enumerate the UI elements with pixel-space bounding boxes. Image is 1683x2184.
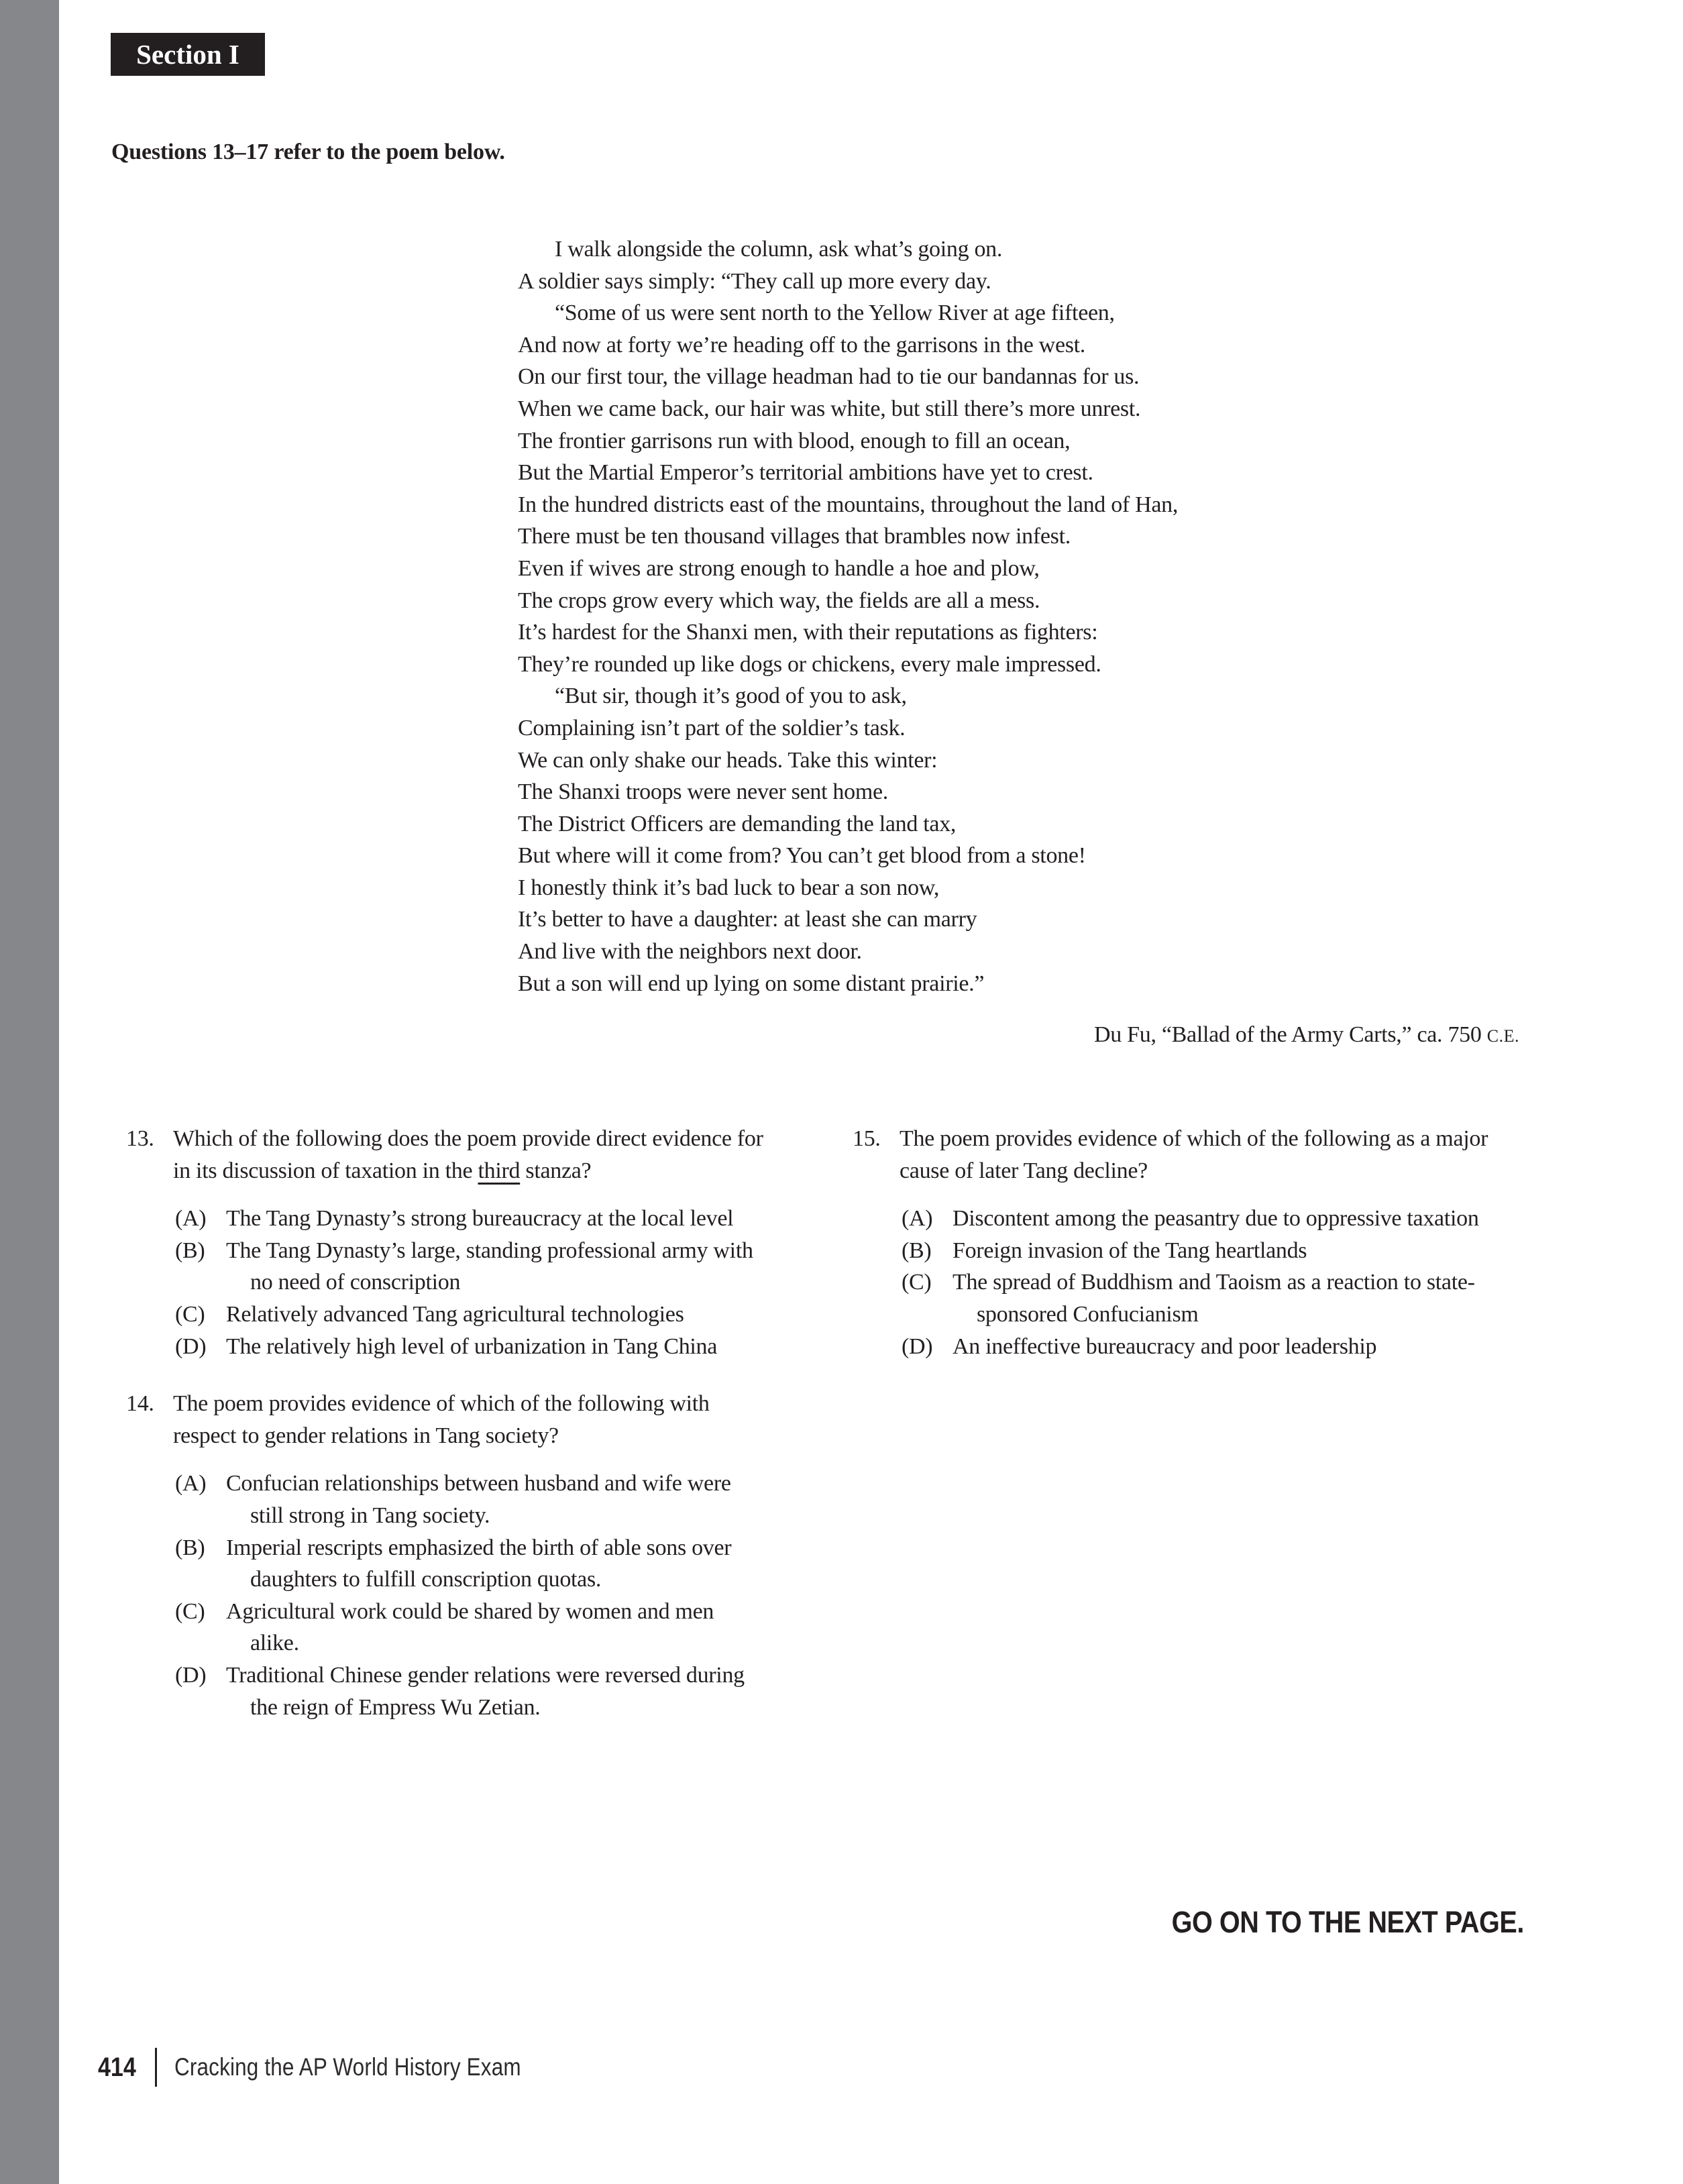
poem-line: There must be ten thousand villages that brambles now infest. [518,524,1071,549]
question-14-options [175,1468,763,1723]
answer-option [175,1468,763,1531]
attribution-text: Du Fu, “Ballad of the Army Carts,” ca. 750 [1094,1022,1487,1047]
poem-line: And live with the neighbors next door. [518,939,862,965]
answer-option [902,1266,1490,1330]
question-15-number: 15. [853,1126,881,1151]
option-label: (B) [902,1238,932,1263]
answer-option [175,1596,763,1659]
option-text: Traditional Chinese gender relations were reversed during the reign of Empress Wu Zetian. [226,1662,745,1720]
question-15-head [853,1123,1490,1187]
answer-option [175,1532,763,1596]
poem-line: It’s hardest for the Shanxi men, with their reputations as fighters: [518,620,1098,645]
question-13 [126,1123,763,1362]
answer-option [902,1331,1490,1363]
question-13-number: 13. [126,1126,154,1151]
option-label: (A) [902,1206,933,1232]
option-text: Discontent among the peasantry due to oppressive taxation [953,1206,1479,1232]
answer-option [175,1235,763,1299]
poem-line: It’s better to have a daughter: at least she can marry [518,907,977,932]
poem-line: “But sir, though it’s good of you to ask, [555,684,907,709]
option-text: Agricultural work could be shared by women and men alike. [226,1598,714,1656]
questions-left-column [126,1123,763,1723]
poem-line: But the Martial Emperor’s territorial ambitions have yet to crest. [518,460,1093,486]
option-label: (D) [175,1333,207,1359]
question-15-text: The poem provides evidence of which of the following as a major cause of later Tang decline? [900,1126,1488,1183]
questions-intro: Questions 13–17 refer to the poem below. [111,140,505,164]
question-14-head [126,1388,763,1452]
questions-right-column [853,1123,1490,1362]
question-15 [853,1123,1490,1362]
page-number: 414 [98,2052,136,2082]
footer-divider [155,2048,157,2087]
poem-attribution [1094,1022,1519,1048]
attribution-era: C.E. [1486,1026,1519,1046]
poem-line: I honestly think it’s bad luck to bear a son now, [518,875,940,900]
poem-line: When we came back, our hair was white, but still there’s more unrest. [518,396,1141,421]
poem-line: Complaining isn’t part of the soldier’s task. [518,715,906,741]
option-label: (D) [902,1333,933,1359]
option-label: (A) [175,1471,207,1496]
poem-line: On our first tour, the village headman had to tie our bandannas for us. [518,364,1140,390]
option-text: The relatively high level of urbanization in Tang China [226,1333,718,1359]
poem-line: “Some of us were sent north to the Yellow River at age fifteen, [555,301,1115,326]
question-13-text-after: stanza? [520,1158,592,1183]
question-14-number: 14. [126,1391,154,1417]
answer-option [902,1235,1490,1267]
poem-line: The frontier garrisons run with blood, enough to fill an ocean, [518,428,1071,453]
poem-line: We can only shake our heads. Take this winter: [518,747,938,773]
answer-option [902,1203,1490,1235]
answer-option [175,1331,763,1363]
section-badge [111,33,265,76]
poem-line: And now at forty we’re heading off to the garrisons in the west. [518,332,1086,358]
option-text: Imperial rescripts emphasized the birth of able sons over daughters to fulfill conscription quotas. [226,1535,732,1592]
question-14 [126,1388,763,1723]
option-label: (A) [175,1206,207,1232]
option-label: (B) [175,1238,205,1263]
poem-line: Even if wives are strong enough to handle a hoe and plow, [518,555,1040,581]
book-title: Cracking the AP World History Exam [174,2053,521,2081]
option-text: An ineffective bureaucracy and poor leadership [953,1333,1377,1359]
option-text: Confucian relationships between husband and wife were still strong in Tang society. [226,1471,731,1528]
option-label: (B) [175,1535,205,1560]
left-gray-bar [0,0,59,2184]
question-13-text-before: Which of the following does the poem provide direct evidence for in its discussion of taxation in the [173,1126,763,1183]
question-13-text [173,1123,763,1187]
poem [518,233,1178,999]
answer-option [175,1299,763,1331]
question-14-text: The poem provides evidence of which of the following with respect to gender relations in Tang society? [173,1391,710,1448]
option-label: (C) [175,1598,205,1624]
question-13-underlined-word: third [478,1158,521,1183]
poem-line: The District Officers are demanding the land tax, [518,811,957,836]
poem-line: I walk alongside the column, ask what’s going on. [555,237,1003,262]
option-text: Relatively advanced Tang agricultural technologies [226,1301,684,1327]
option-label: (C) [175,1301,205,1327]
option-label: (C) [902,1270,932,1295]
go-on-instruction: GO ON TO THE NEXT PAGE. [1171,1905,1524,1939]
option-text: The Tang Dynasty’s strong bureaucracy at the local level [226,1206,734,1232]
section-badge-label: Section I [136,39,239,70]
answer-option [175,1659,763,1723]
question-15-options [902,1203,1490,1362]
page-footer [98,2048,582,2087]
poem-line: But a son will end up lying on some distant prairie.” [518,971,985,996]
option-text: The Tang Dynasty’s large, standing professional army with no need of conscription [226,1238,753,1295]
poem-line: The Shanxi troops were never sent home. [518,779,888,805]
question-13-head [126,1123,763,1187]
poem-line: The crops grow every which way, the fields are all a mess. [518,588,1040,613]
question-13-options [175,1203,763,1362]
option-text: The spread of Buddhism and Taoism as a reaction to state-sponsored Confucianism [953,1270,1475,1327]
poem-line: In the hundred districts east of the mountains, throughout the land of Han, [518,492,1179,517]
option-label: (D) [175,1662,207,1688]
poem-line: A soldier says simply: “They call up more every day. [518,268,991,294]
answer-option [175,1203,763,1235]
poem-line: They’re rounded up like dogs or chickens, every male impressed. [518,651,1101,677]
option-text: Foreign invasion of the Tang heartlands [953,1238,1307,1263]
poem-line: But where will it come from? You can’t get blood from a stone! [518,843,1086,869]
